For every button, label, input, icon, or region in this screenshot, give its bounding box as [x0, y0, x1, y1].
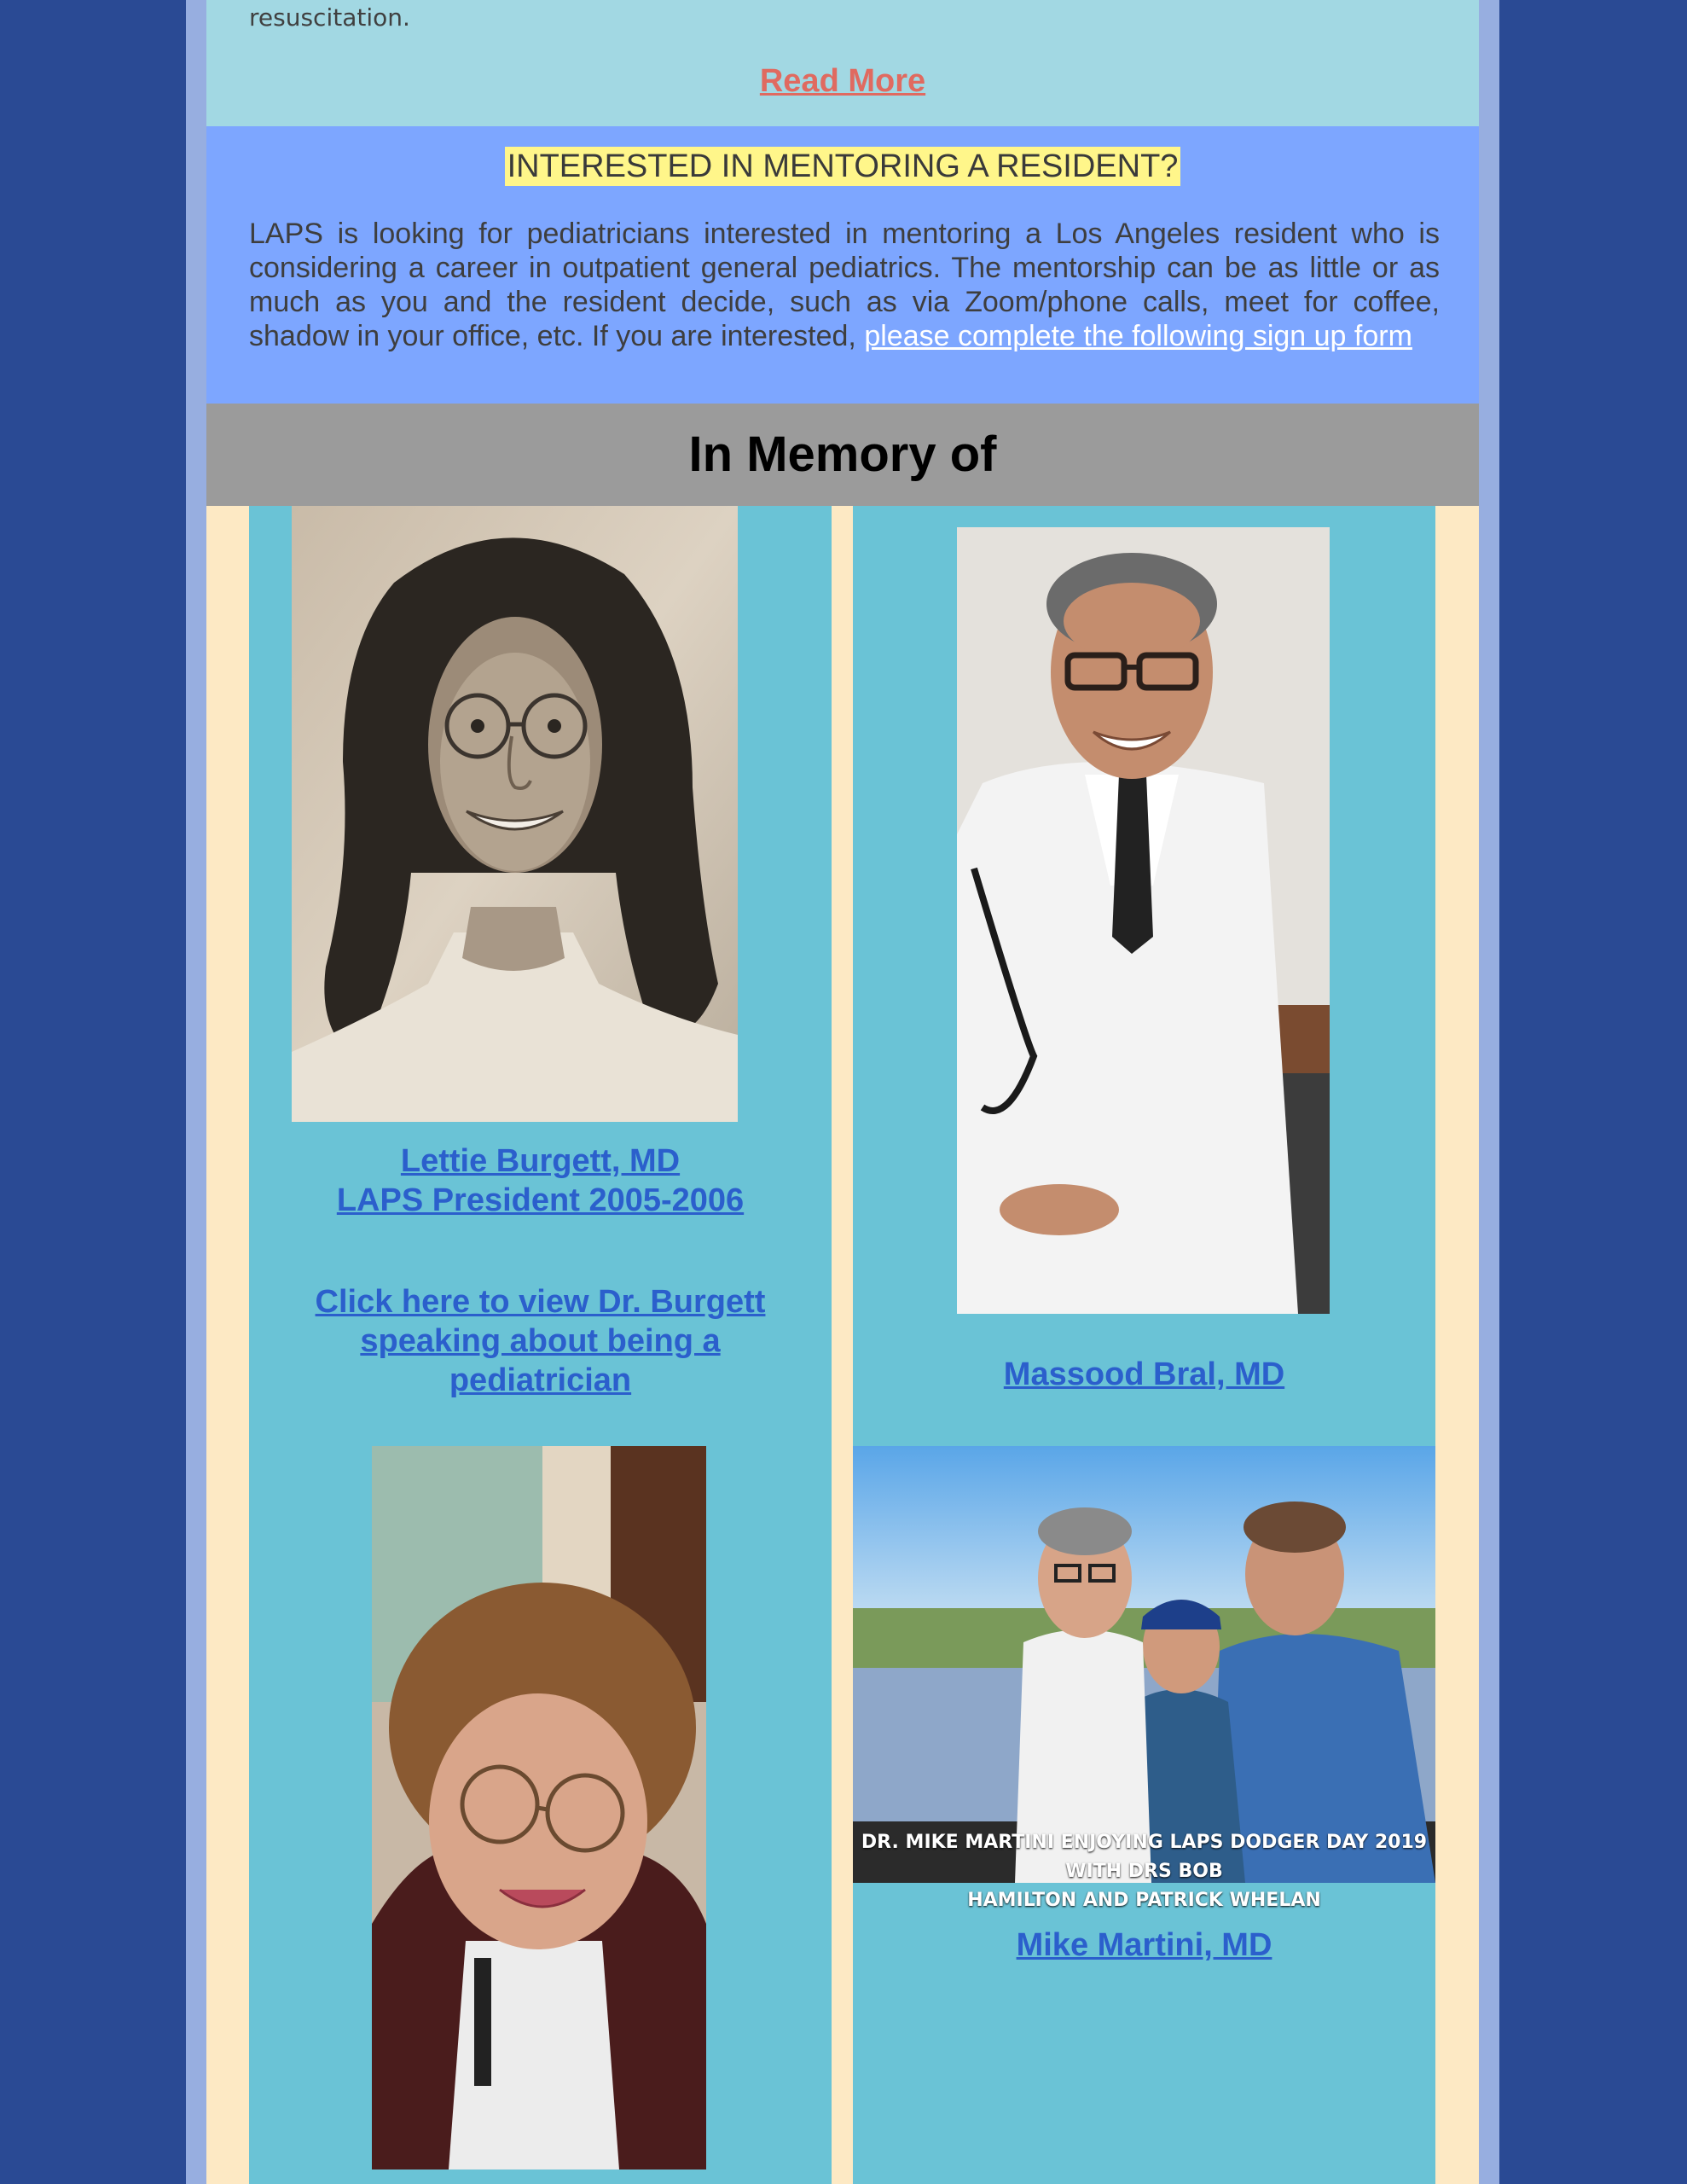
memorial-column-right: [853, 506, 1435, 2184]
memorial-woman-photo: [372, 1446, 706, 2169]
read-more-link[interactable]: Read More: [759, 63, 926, 99]
burgett-video-line3: pediatrician: [449, 1362, 632, 1398]
memory-header: [206, 404, 1479, 506]
burgett-name: Lettie Burgett, MD: [400, 1143, 681, 1179]
article-tail-text: resuscitation.: [249, 3, 410, 32]
mentoring-section: [206, 126, 1479, 404]
memory-title: In Memory of: [688, 427, 997, 482]
signup-form-link[interactable]: please complete the following sign up form: [864, 320, 1412, 352]
martini-caption-line2: HAMILTON AND PATRICK WHELAN: [967, 1890, 1321, 1911]
bral-name-link[interactable]: Massood Bral, MD: [1003, 1356, 1285, 1392]
martini-caption-line1: DR. MIKE MARTINI ENJOYING LAPS DODGER DAY 2019 WITH DRS BOB: [861, 1832, 1428, 1882]
burgett-portrait-photo: [292, 506, 738, 1122]
burgett-video-line1: Click here to view Dr. Burgett: [315, 1284, 766, 1320]
burgett-video-link[interactable]: [249, 1282, 832, 1400]
mentoring-body-text: LAPS is looking for pediatricians interested in mentoring a Los Angeles resident who is considering a career in outpatient general pediatrics. The mentorship can be as little or as much as you and the resident decide, such as via Zoom/phone calls, meet for coffee, shadow in your office, etc. If you are interested,: [249, 218, 1440, 352]
burgett-video-line2: speaking about being a: [360, 1323, 721, 1359]
bral-portrait-photo: [957, 527, 1330, 1314]
martini-group-photo: [853, 1446, 1435, 1911]
memory-body: [206, 506, 1479, 2184]
burgett-name-link[interactable]: [249, 1141, 832, 1220]
newsletter-content: [206, 0, 1479, 2184]
martini-name-link[interactable]: Mike Martini, MD: [1016, 1927, 1272, 1963]
martini-photo-caption: [853, 1828, 1435, 1915]
memorial-column-left: [249, 506, 832, 2184]
mentoring-heading-text: INTERESTED IN MENTORING A RESIDENT?: [505, 147, 1181, 186]
burgett-title: LAPS President 2005-2006: [336, 1182, 745, 1218]
article-section: [206, 0, 1479, 126]
mentoring-heading: [206, 148, 1479, 185]
mentoring-paragraph: [249, 217, 1440, 353]
